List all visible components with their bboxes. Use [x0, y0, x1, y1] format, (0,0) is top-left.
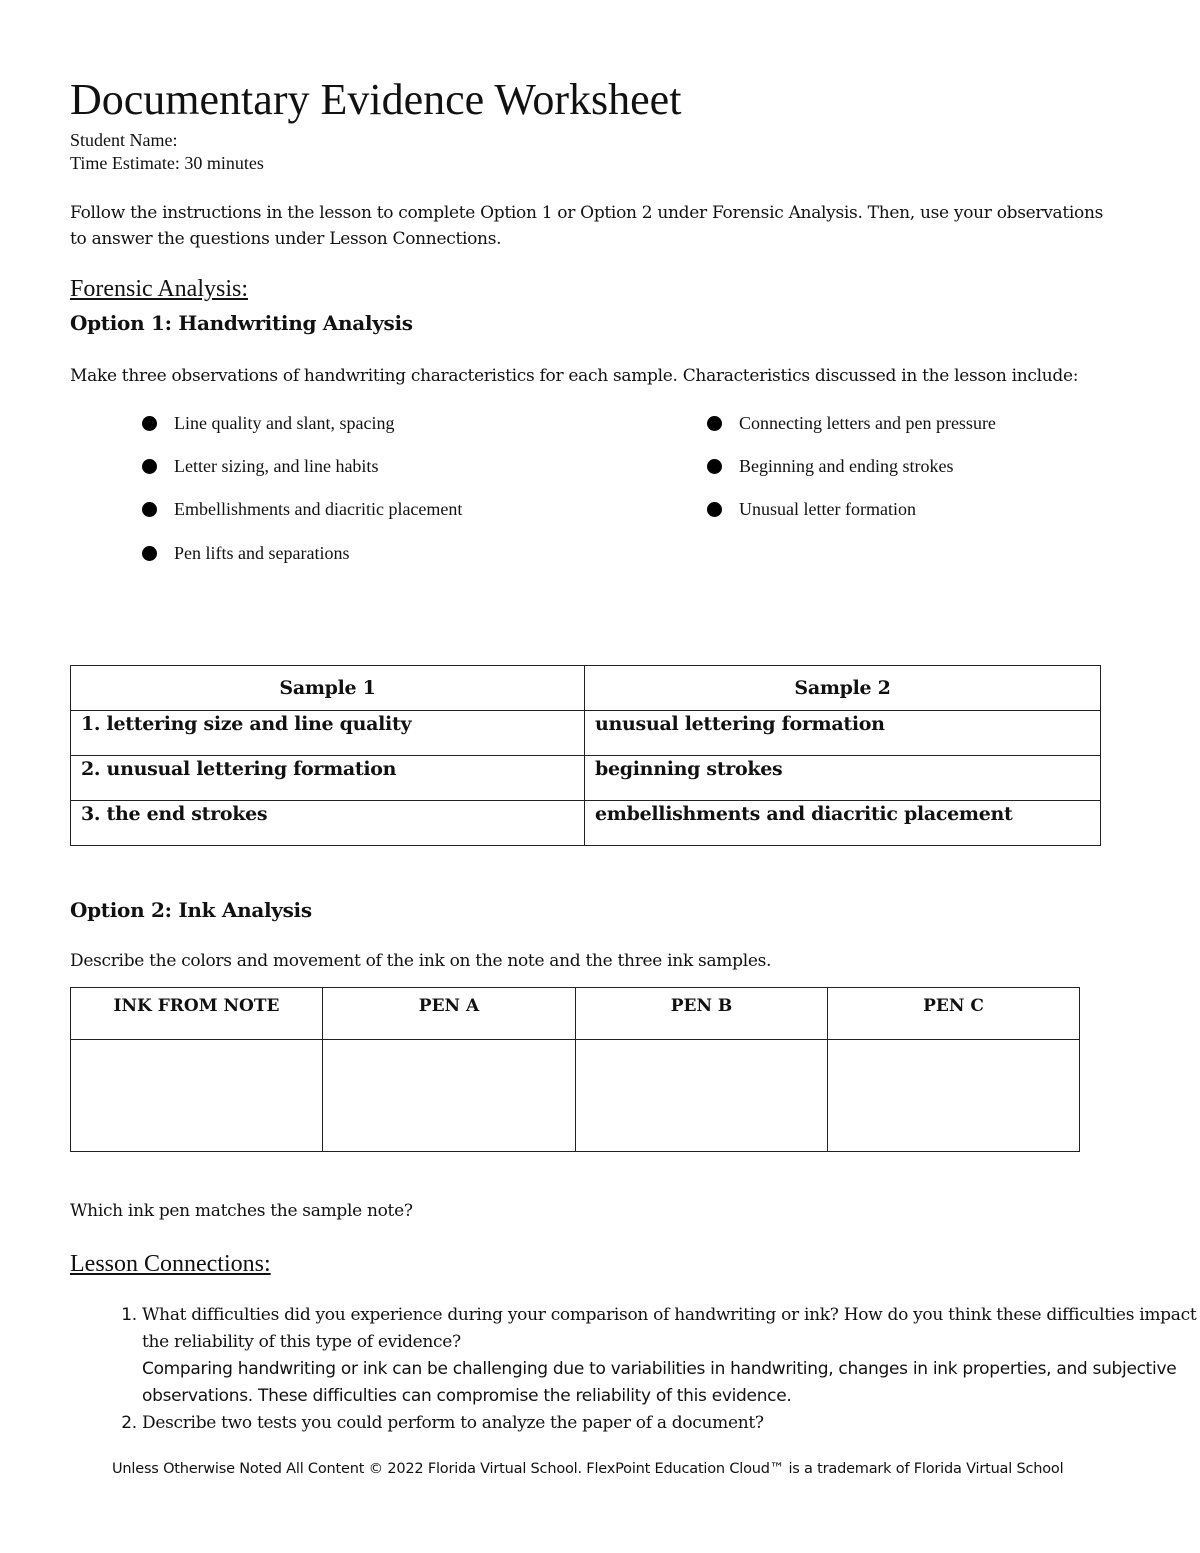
option2-heading: Option 2: Ink Analysis — [70, 898, 312, 922]
table-row — [71, 1040, 1080, 1152]
instructions-paragraph: Follow the instructions in the lesson to complete Option 1 or Option 2 under Forensic Analysis. Then, use your observations to answer the questions under Lesson Connections. — [70, 203, 1104, 249]
page-title: Documentary Evidence Worksheet — [70, 75, 682, 124]
table-header-cell: PEN C — [828, 988, 1080, 1040]
question-1: What difficulties did you experience during your comparison of handwriting or ink? How do you think these difficulties impact the reliability of this type of evidence? — [142, 1305, 1197, 1352]
table-cell: beginning strokes — [585, 756, 1101, 801]
table-cell: 2. unusual lettering formation — [71, 756, 585, 801]
forensic-analysis-heading: Forensic Analysis: — [70, 276, 248, 302]
table-row — [71, 801, 1101, 846]
bullet-item: Line quality and slant, spacing — [142, 413, 394, 434]
table-header-row — [71, 666, 1101, 711]
bullet-dot-icon — [142, 459, 157, 474]
student-name-label: Student Name: — [70, 130, 178, 150]
table-header-cell: PEN B — [576, 988, 828, 1040]
bullet-item: Pen lifts and separations — [142, 543, 349, 564]
bullet-item: Connecting letters and pen pressure — [707, 413, 996, 434]
footer-copyright: Unless Otherwise Noted All Content © 2022 Florida Virtual School. FlexPoint Education Cloud™ is a trademark of Florida Virtual School — [112, 1461, 1064, 1477]
bullet-dot-icon — [707, 502, 722, 517]
bullet-dot-icon — [142, 546, 157, 561]
pen-a-cell[interactable] — [323, 1040, 576, 1152]
ink-question: Which ink pen matches the sample note? — [70, 1201, 413, 1221]
answer-1: Comparing handwriting or ink can be challenging due to variabilities in handwriting, changes in ink properties, and subjective observations. These difficulties can compromise the reliability of this evidence. — [142, 1359, 1177, 1406]
question-2: Describe two tests you could perform to analyze the paper of a document? — [142, 1413, 764, 1433]
table-row — [71, 711, 1101, 756]
list-item — [142, 1410, 1200, 1437]
table-cell: 3. the end strokes — [71, 801, 585, 846]
table-cell: embellishments and diacritic placement — [585, 801, 1101, 846]
handwriting-table — [70, 665, 1101, 846]
table-row — [71, 756, 1101, 801]
ink-note-cell[interactable] — [71, 1040, 323, 1152]
ink-analysis-table — [70, 987, 1080, 1152]
bullet-dot-icon — [142, 416, 157, 431]
bullet-item: Letter sizing, and line habits — [142, 456, 378, 477]
pen-b-cell[interactable] — [576, 1040, 828, 1152]
bullet-item: Beginning and ending strokes — [707, 456, 953, 477]
bullet-dot-icon — [707, 416, 722, 431]
bullet-dot-icon — [142, 502, 157, 517]
table-header-cell: PEN A — [323, 988, 576, 1040]
table-header-cell: INK FROM NOTE — [71, 988, 323, 1040]
table-header-cell: Sample 1 — [71, 666, 585, 711]
bullet-dot-icon — [707, 459, 722, 474]
option2-intro: Describe the colors and movement of the ink on the note and the three ink samples. — [70, 951, 772, 971]
table-cell: unusual lettering formation — [585, 711, 1101, 756]
bullet-item: Embellishments and diacritic placement — [142, 499, 462, 520]
table-header-cell: Sample 2 — [585, 666, 1101, 711]
option1-intro: Make three observations of handwriting characteristics for each sample. Characteristics discussed in the lesson include: — [70, 366, 1079, 386]
list-item — [142, 1302, 1200, 1410]
pen-c-cell[interactable] — [828, 1040, 1080, 1152]
bullet-item: Unusual letter formation — [707, 499, 916, 520]
table-cell: 1. lettering size and line quality — [71, 711, 585, 756]
option1-heading: Option 1: Handwriting Analysis — [70, 311, 413, 335]
table-header-row — [71, 988, 1080, 1040]
lesson-connections-heading: Lesson Connections: — [70, 1251, 271, 1277]
time-estimate: Time Estimate: 30 minutes — [70, 153, 264, 173]
lesson-questions-list — [70, 1302, 1200, 1437]
